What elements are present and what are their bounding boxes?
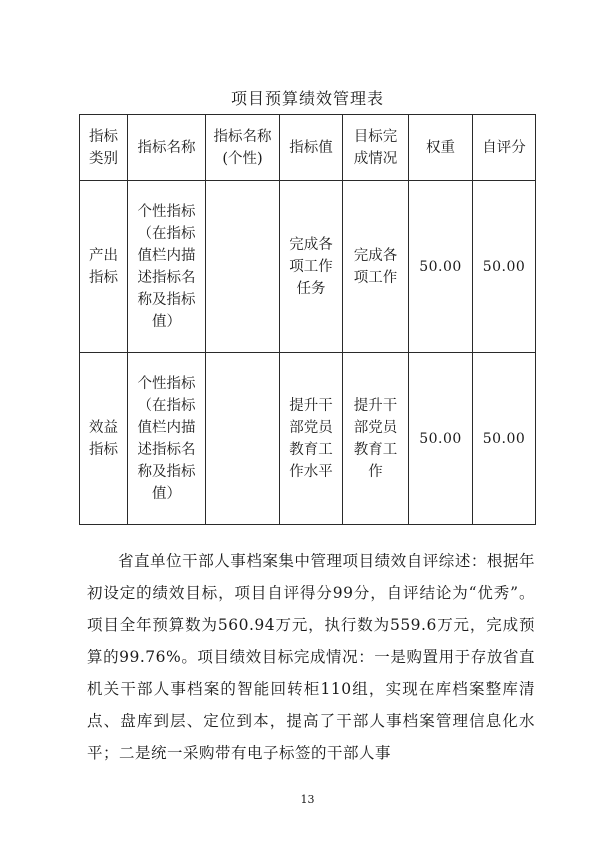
header-value: 指标值 xyxy=(280,115,343,181)
page-number: 13 xyxy=(300,793,315,806)
performance-table xyxy=(79,114,536,525)
cell-custom-name xyxy=(206,181,280,353)
cell-weight: 50.00 xyxy=(409,353,473,525)
cell-name: 个性指标（在指标值栏内描述指标名称及指标值） xyxy=(128,181,206,353)
header-category: 指标类别 xyxy=(80,115,128,181)
cell-score: 50.00 xyxy=(473,353,536,525)
header-row xyxy=(80,115,536,181)
header-completion: 目标完成情况 xyxy=(343,115,409,181)
cell-value: 提升干部党员教育工作水平 xyxy=(280,353,343,525)
table-row xyxy=(80,353,536,525)
summary-paragraph: 省直单位干部人事档案集中管理项目绩效自评综述：根据年初设定的绩效目标，项目自评得分99分，自评结论为“优秀”。项目全年预算数为560.94万元，执行数为559.6万元，完成预算的99.76%。项目绩效目标完成情况：一是购置用于存放省直机关干部人事档案的智能回转柜110组，实现在库档案整库清点、盘库到层、定位到本，提高了干部人事档案管理信息化水平；二是统一采购带有电子标签的干部人事 xyxy=(87,551,535,762)
cell-completion: 提升干部党员教育工作 xyxy=(343,353,409,525)
header-name: 指标名称 xyxy=(128,115,206,181)
cell-score: 50.00 xyxy=(473,181,536,353)
table-title: 项目预算绩效管理表 xyxy=(230,89,384,108)
table-row xyxy=(80,181,536,353)
cell-weight: 50.00 xyxy=(409,181,473,353)
cell-completion: 完成各项工作 xyxy=(343,181,409,353)
cell-category: 产出指标 xyxy=(80,181,128,353)
cell-name: 个性指标（在指标值栏内描述指标名称及指标值） xyxy=(128,353,206,525)
cell-category: 效益指标 xyxy=(80,353,128,525)
header-weight: 权重 xyxy=(409,115,473,181)
header-score: 自评分 xyxy=(473,115,536,181)
cell-value: 完成各项工作任务 xyxy=(280,181,343,353)
header-custom-name: 指标名称(个性) xyxy=(206,115,280,181)
cell-custom-name xyxy=(206,353,280,525)
